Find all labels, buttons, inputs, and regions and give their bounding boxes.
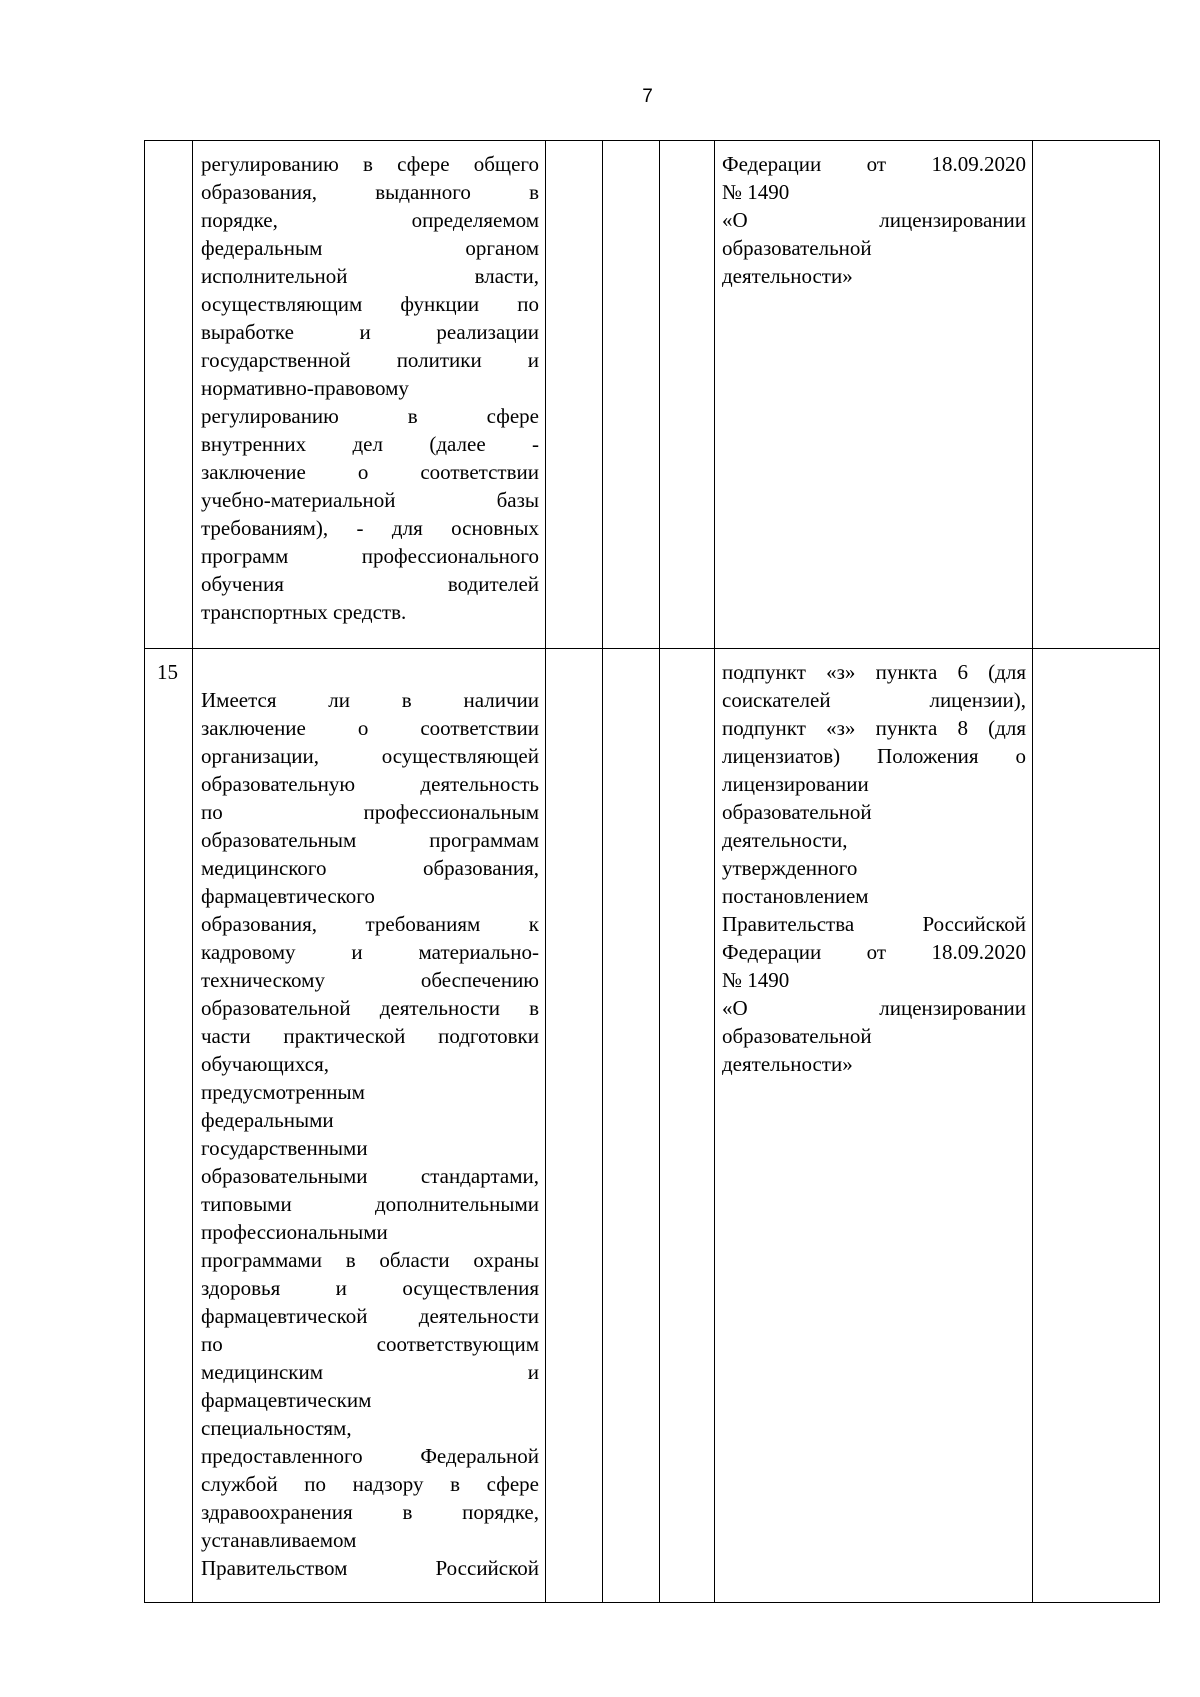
text-line: федеральным органом — [201, 236, 539, 260]
row-number-cell — [145, 141, 193, 649]
text-line: обучения водителей — [201, 572, 539, 596]
text-line: государственной политики и — [201, 348, 539, 372]
table-row — [145, 141, 1160, 649]
text-line: по профессиональным — [201, 800, 539, 824]
text-line: внутренних дел (далее - — [201, 432, 539, 456]
answer-na-cell[interactable] — [660, 649, 715, 1603]
text-line: постановлением — [722, 884, 869, 908]
text-line: образования, выданного в — [201, 180, 539, 204]
answer-na-cell[interactable] — [660, 141, 715, 649]
text-line: деятельности» — [722, 264, 853, 288]
text-line: соискателей лицензии), — [722, 688, 1026, 712]
text-line: «О лицензировании — [722, 996, 1026, 1020]
text-line: образования, требованиям к — [201, 912, 539, 936]
text-line: службой по надзору в сфере — [201, 1472, 539, 1496]
text-line: части практической подготовки — [201, 1024, 539, 1048]
question-spacer — [201, 658, 539, 686]
text-line: программами в области охраны — [201, 1248, 539, 1272]
text-line: заключение о соответствии — [201, 716, 539, 740]
text-line: выработке и реализации — [201, 320, 539, 344]
text-line: № 1490 — [722, 180, 790, 204]
text-line: образовательной — [722, 1024, 872, 1048]
text-line: регулированию в сфере — [201, 404, 539, 428]
text-line: предоставленного Федеральной — [201, 1444, 539, 1468]
text-line: образовательным программам — [201, 828, 539, 852]
text-line: техническому обеспечению — [201, 968, 539, 992]
text-line: Федерации от 18.09.2020 — [722, 940, 1026, 964]
question-cell — [193, 141, 546, 649]
text-line: утвержденного — [722, 856, 858, 880]
text-line: федеральными — [201, 1108, 334, 1132]
text-line: государственными — [201, 1136, 368, 1160]
text-line: предусмотренным — [201, 1080, 365, 1104]
question-cell — [193, 649, 546, 1603]
reference-text — [722, 150, 1026, 290]
answer-yes-cell[interactable] — [546, 141, 603, 649]
text-line: профессиональными — [201, 1220, 388, 1244]
text-line: лицензиатов) Положения о — [722, 744, 1026, 768]
question-text — [201, 686, 539, 1582]
text-line: организации, осуществляющей — [201, 744, 539, 768]
text-line: специальностям, — [201, 1416, 352, 1440]
text-line: образовательной — [722, 236, 872, 260]
text-line: образовательную деятельность — [201, 772, 539, 796]
text-line: здоровья и осуществления — [201, 1276, 539, 1300]
text-line: подпункт «з» пункта 8 (для — [722, 716, 1026, 740]
text-line: образовательными стандартами, — [201, 1164, 539, 1188]
text-line: регулированию в сфере общего — [201, 152, 539, 176]
row-number-cell — [145, 649, 193, 1603]
text-line: фармацевтического — [201, 884, 375, 908]
text-line: устанавливаемом — [201, 1528, 357, 1552]
text-line: транспортных средств. — [201, 600, 407, 624]
text-line: Федерации от 18.09.2020 — [722, 152, 1026, 176]
text-line: лицензировании — [722, 772, 869, 796]
text-line: требованиям), - для основных — [201, 516, 539, 540]
reference-cell — [715, 141, 1033, 649]
text-line: типовыми дополнительными — [201, 1192, 539, 1216]
reference-text — [722, 658, 1026, 1078]
question-text — [201, 150, 539, 626]
text-line: осуществляющим функции по — [201, 292, 539, 316]
text-line: Имеется ли в наличии — [201, 688, 539, 712]
text-line: деятельности, — [722, 828, 848, 852]
answer-yes-cell[interactable] — [546, 649, 603, 1603]
text-line: исполнительной власти, — [201, 264, 539, 288]
text-line: образовательной — [722, 800, 872, 824]
reference-cell — [715, 649, 1033, 1603]
row-number: 15 — [157, 660, 178, 684]
text-line: деятельности» — [722, 1052, 853, 1076]
text-line: фармацевтической деятельности — [201, 1304, 539, 1328]
text-line: порядке, определяемом — [201, 208, 539, 232]
text-line: Правительством Российской — [201, 1556, 539, 1580]
text-line: подпункт «з» пункта 6 (для — [722, 660, 1026, 684]
page-number: 7 — [642, 86, 653, 107]
note-cell[interactable] — [1033, 141, 1160, 649]
text-line: учебно-материальной базы — [201, 488, 539, 512]
text-line: нормативно-правовому — [201, 376, 409, 400]
text-line: фармацевтическим — [201, 1388, 372, 1412]
text-line: № 1490 — [722, 968, 790, 992]
text-line: «О лицензировании — [722, 208, 1026, 232]
table-row — [145, 649, 1160, 1603]
text-line: образовательной деятельности в — [201, 996, 539, 1020]
text-line: обучающихся, — [201, 1052, 329, 1076]
text-line: заключение о соответствии — [201, 460, 539, 484]
text-line: по соответствующим — [201, 1332, 539, 1356]
text-line: медицинским и — [201, 1360, 539, 1384]
note-cell[interactable] — [1033, 649, 1160, 1603]
text-line: здравоохранения в порядке, — [201, 1500, 539, 1524]
answer-no-cell[interactable] — [603, 141, 660, 649]
answer-no-cell[interactable] — [603, 649, 660, 1603]
text-line: медицинского образования, — [201, 856, 539, 880]
text-line: Правительства Российской — [722, 912, 1026, 936]
text-line: программ профессионального — [201, 544, 539, 568]
text-line: кадровому и материально- — [201, 940, 539, 964]
checklist-table — [144, 140, 1160, 1603]
